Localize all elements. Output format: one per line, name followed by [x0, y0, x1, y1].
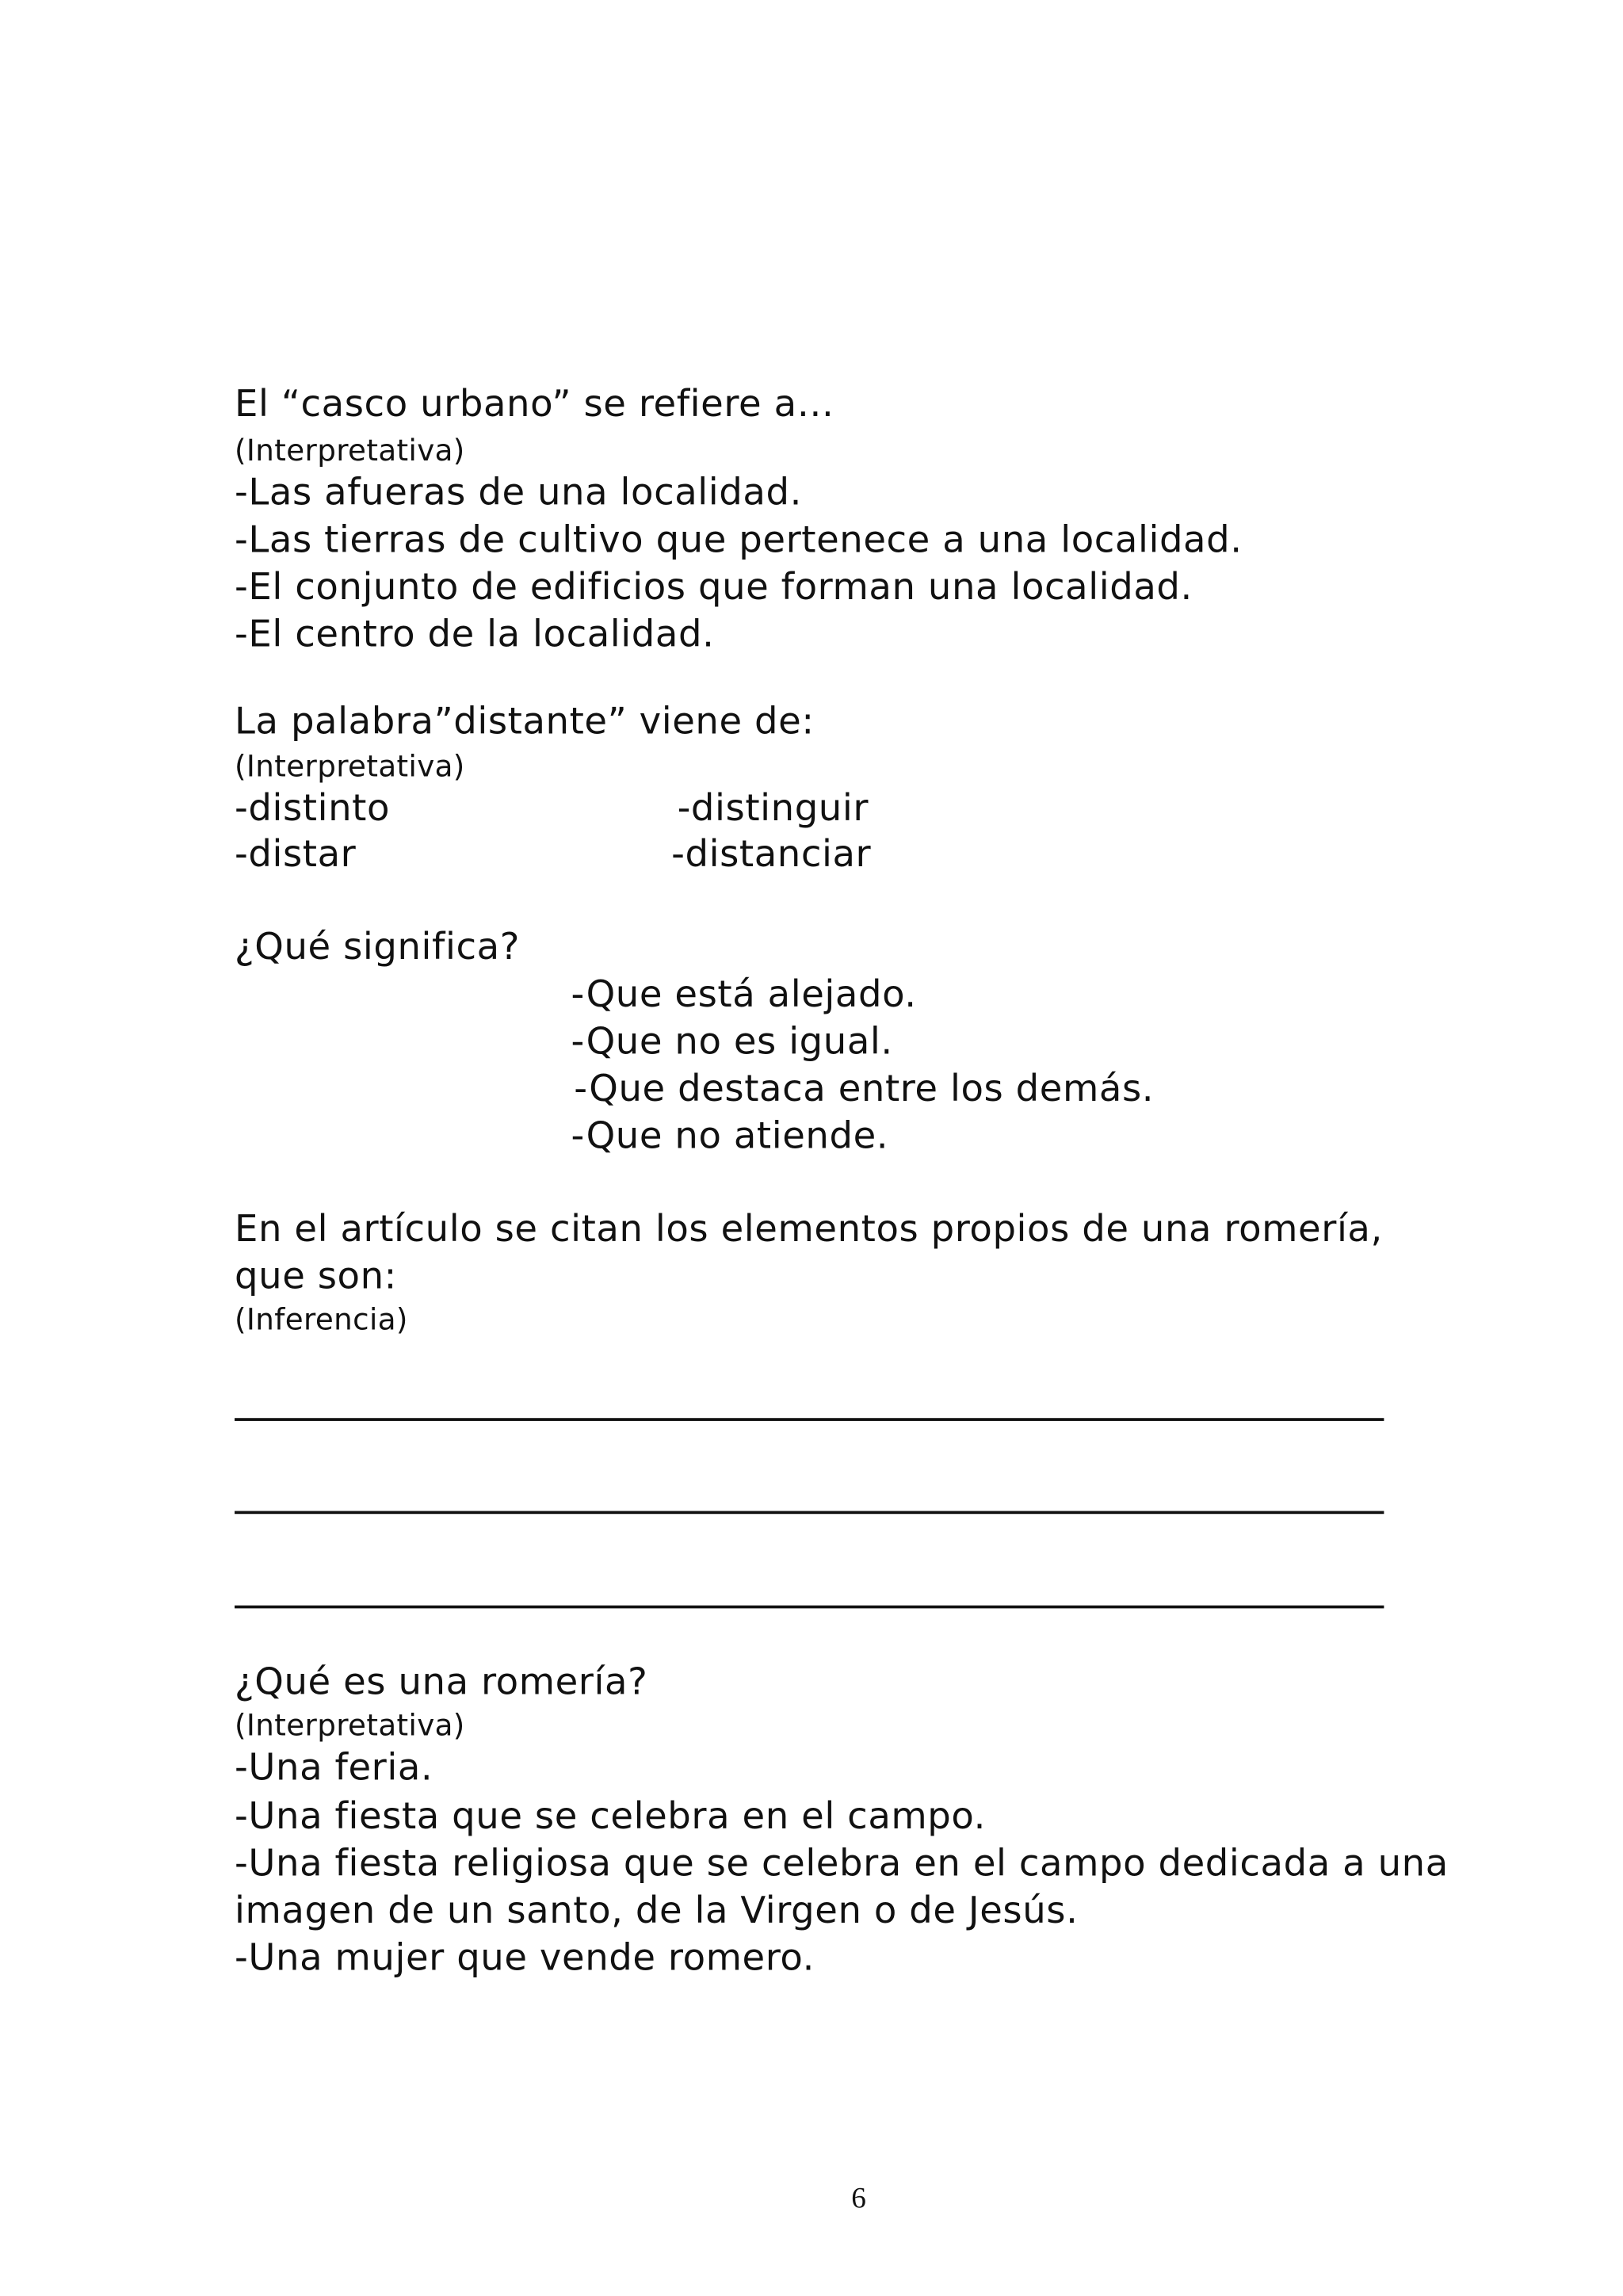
- answer-option: -El centro de la localidad.: [235, 612, 715, 655]
- answer-option: -Que está alejado.: [571, 972, 917, 1015]
- question-que-significa: ¿Qué significa?: [235, 925, 520, 968]
- answer-option: -Una feria.: [235, 1745, 433, 1789]
- question-elementos-romeria-cont: que son:: [235, 1254, 397, 1297]
- question-elementos-romeria: En el artículo se citan los elementos propios de una romería,: [235, 1206, 1383, 1250]
- question-type-label: (Interpretativa): [235, 432, 465, 468]
- question-casco-urbano: El “casco urbano” se refiere a…: [235, 382, 834, 426]
- answer-option: -Las tierras de cultivo que pertenece a una localidad.: [235, 518, 1243, 561]
- answer-line: [235, 1606, 1384, 1609]
- answer-option: -El conjunto de edificios que forman una localidad.: [235, 565, 1193, 609]
- answer-option: -distar: [235, 832, 357, 876]
- answer-option: -Una fiesta religiosa que se celebra en el campo dedicada a una: [235, 1841, 1449, 1885]
- answer-option: -Las afueras de una localidad.: [235, 470, 802, 514]
- answer-line: [235, 1511, 1384, 1515]
- answer-option: -Una fiesta que se celebra en el campo.: [235, 1794, 986, 1837]
- answer-option: -Que no es igual.: [571, 1019, 893, 1063]
- answer-option-continuation: imagen de un santo, de la Virgen o de Jesús.: [235, 1889, 1079, 1932]
- answer-option: -Una mujer que vende romero.: [235, 1935, 815, 1979]
- answer-option: -Que no atiende.: [571, 1114, 889, 1157]
- answer-option: -distanciar: [671, 832, 872, 876]
- answer-line: [235, 1418, 1384, 1421]
- question-palabra-distante: La palabra”distante” viene de:: [235, 699, 815, 743]
- question-que-es-romeria: ¿Qué es una romería?: [235, 1660, 648, 1703]
- page-number: 6: [851, 2182, 866, 2215]
- question-type-label: (Interpretativa): [235, 747, 465, 784]
- question-type-label: (Interpretativa): [235, 1707, 465, 1743]
- answer-option: -distinguir: [677, 786, 869, 830]
- answer-option: -Que destaca entre los demás.: [574, 1067, 1155, 1110]
- question-type-label: (Inferencia): [235, 1301, 408, 1337]
- answer-option: -distinto: [235, 786, 391, 830]
